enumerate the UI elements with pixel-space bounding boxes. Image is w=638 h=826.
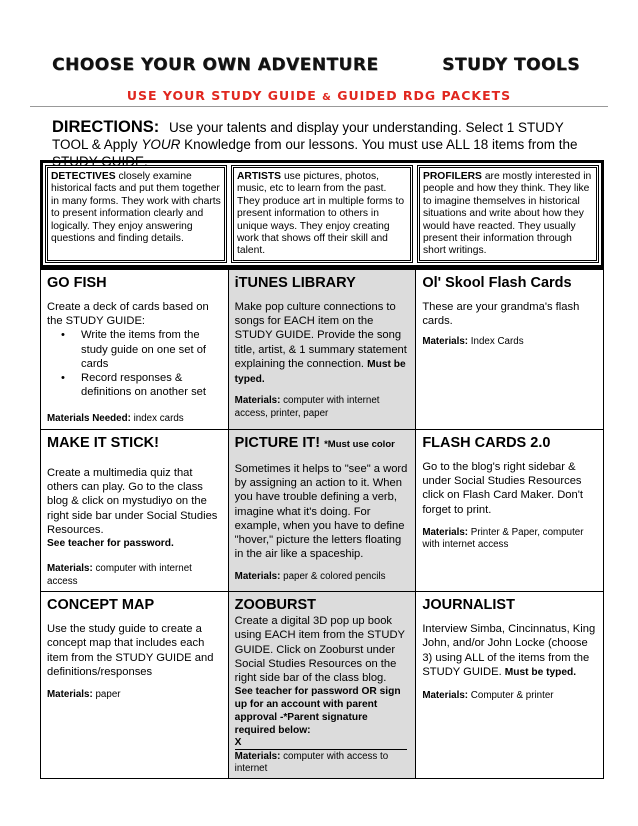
materials-label: Materials Needed: — [47, 413, 131, 425]
subtitle-ampersand: & — [322, 92, 332, 103]
artists-cell — [231, 165, 413, 263]
make-it-stick-cell — [41, 429, 229, 591]
tool-text: Interview Simba, Cincinnatus, King John, and/or John Locke (choose 3) using ALL of the items from the STUDY GUIDE. — [422, 623, 596, 678]
journalist-cell — [416, 592, 604, 779]
materials-text: Printer & Paper, computer with internet access — [422, 526, 584, 551]
tool-title-note: *Must use color — [324, 438, 395, 450]
materials-text: paper & colored pencils — [283, 571, 386, 583]
type-description: are mostly interested in people and how they think. They like to imagine themselves in historical situations and write about how they would have reacted. They usually present their information through short writings. — [423, 171, 592, 257]
list-item: • Write the items from the study guide on one set of cards — [61, 328, 223, 371]
tool-bold-note: See teacher for password. — [47, 537, 174, 549]
tool-materials — [47, 689, 223, 702]
materials-label: Materials: — [47, 688, 93, 700]
materials-text: index cards — [133, 413, 184, 425]
title-row — [52, 55, 580, 81]
tool-materials — [235, 395, 411, 420]
tool-materials — [235, 571, 411, 584]
tool-bold-note: Must be typed. — [234, 358, 406, 386]
type-name: PROFILERS — [423, 171, 482, 182]
tool-title — [235, 434, 411, 454]
tool-title: GO FISH — [47, 275, 107, 291]
tool-intro: Create a deck of cards based on the STUDY GUIDE: — [47, 301, 209, 328]
table-row — [41, 269, 604, 430]
tool-text: Use the study guide to create a concept map that includes each item from the STUDY GUIDE and definitions/responses — [47, 623, 214, 678]
tool-text: Go to the blog's right sidebar & under Social Studies Resources click on Flash Card Maker. Don't forget to print. — [422, 460, 583, 516]
picture-it-cell — [228, 429, 416, 591]
signature-line: X — [235, 737, 407, 750]
tool-title: MAKE IT STICK! — [47, 434, 159, 451]
subtitle-part-b: GUIDED RDG PACKETS — [337, 88, 512, 103]
tool-bold-note: Must be typed. — [504, 666, 577, 678]
tool-title: Ol' Skool Flash Cards — [422, 275, 572, 291]
page-title-right: STUDY TOOLS — [442, 55, 580, 75]
materials-label: Materials: — [234, 571, 281, 583]
itunes-library-cell — [228, 269, 416, 430]
page-title: CHOOSE YOUR OWN ADVENTURE — [52, 55, 379, 75]
header-divider — [30, 106, 608, 107]
subtitle-part-a: USE YOUR STUDY GUIDE — [126, 88, 317, 103]
tool-title-text: PICTURE IT! — [234, 434, 321, 451]
subtitle — [0, 88, 638, 103]
concept-map-cell — [41, 592, 229, 779]
materials-label: Materials: — [422, 689, 469, 701]
materials-text: Computer & printer — [470, 689, 554, 701]
learner-types-row — [40, 160, 604, 268]
flash-cards-cell — [416, 429, 604, 591]
tool-title: JOURNALIST — [422, 597, 515, 614]
tool-bullets — [61, 328, 223, 399]
tool-materials — [422, 336, 598, 349]
materials-text: computer with internet access, printer, paper — [234, 395, 380, 419]
zooburst-cell — [228, 592, 416, 779]
go-fish-cell — [41, 269, 229, 430]
materials-label: Materials: — [422, 336, 469, 348]
materials-text: Index Cards — [470, 336, 524, 348]
profilers-cell — [417, 165, 599, 263]
table-row — [41, 592, 604, 779]
tool-text: These are your grandma's flash cards. — [422, 301, 580, 328]
tool-bold-note: See teacher for password OR sign up for an account with parent approval -*Parent signature required below: — [234, 686, 401, 737]
tool-title: FLASH CARDS 2.0 — [422, 434, 551, 451]
detectives-cell — [45, 165, 227, 263]
tool-text: Sometimes it helps to "see" a word by assigning an action to it. When you have trouble defining a verb, imagine what it's doing. For example, when you have to define "hover," picture the letters floating in the air like a spaceship. — [234, 462, 408, 561]
tool-title: iTUNES LIBRARY — [234, 275, 356, 291]
tool-title: ZOOBURST — [234, 597, 317, 614]
tool-text: Create a digital 3D pop up book using EACH item from the STUDY GUIDE. Click on Zooburst under Social Studies Resources on the right side bar of the class blog. — [234, 615, 405, 684]
tool-title: CONCEPT MAP — [47, 597, 155, 614]
materials-label: Materials: — [422, 526, 469, 538]
tool-materials — [422, 690, 598, 703]
materials-text: computer with internet access — [47, 563, 192, 587]
table-row — [41, 429, 604, 591]
directions-label: DIRECTIONS: — [52, 118, 160, 136]
list-item: • Record responses & definitions on another set — [61, 371, 223, 399]
type-description: use pictures, photos, music, etc to learn from the past. They produce art in multiple forms to present information to others in unique ways. They enjoy creating work that shows off their skill and talent. — [237, 171, 405, 257]
tool-materials — [47, 413, 223, 426]
materials-text: paper — [95, 688, 121, 700]
study-tools-grid — [40, 267, 604, 779]
directions-text-1: Use your talents and display your understanding. Select 1 STUDY TOOL & Apply — [52, 120, 564, 152]
materials-label: Materials: — [234, 751, 281, 763]
tool-materials — [422, 527, 598, 552]
type-description: closely examine historical facts and put them together in many forms. They work with charts to present information clearly and logically. They enjoy answering questions and finding details. — [51, 171, 221, 245]
type-name: ARTISTS — [237, 171, 282, 182]
directions-text-2: Knowledge from our lessons. You must use ALL 18 items from the STUDY GUIDE. — [52, 137, 578, 169]
materials-label: Materials: — [47, 563, 93, 575]
tool-text: Make pop culture connections to songs for EACH item on the STUDY GUIDE. Provide the song title, artist, & 1 summary statement explaining the connection. — [234, 301, 407, 370]
directions-emphasis: YOUR — [141, 137, 181, 152]
type-name: DETECTIVES — [51, 171, 116, 182]
tool-text: Create a multimedia quiz that others can play. Go to the class blog & click on mystudiyo on the right side bar under Social Studies Resources. — [47, 466, 218, 536]
tool-materials — [235, 751, 411, 775]
ol-skool-cell — [416, 269, 604, 430]
tool-materials — [47, 563, 223, 588]
materials-label: Materials: — [234, 395, 281, 407]
materials-text: computer with access to internet — [234, 751, 389, 775]
